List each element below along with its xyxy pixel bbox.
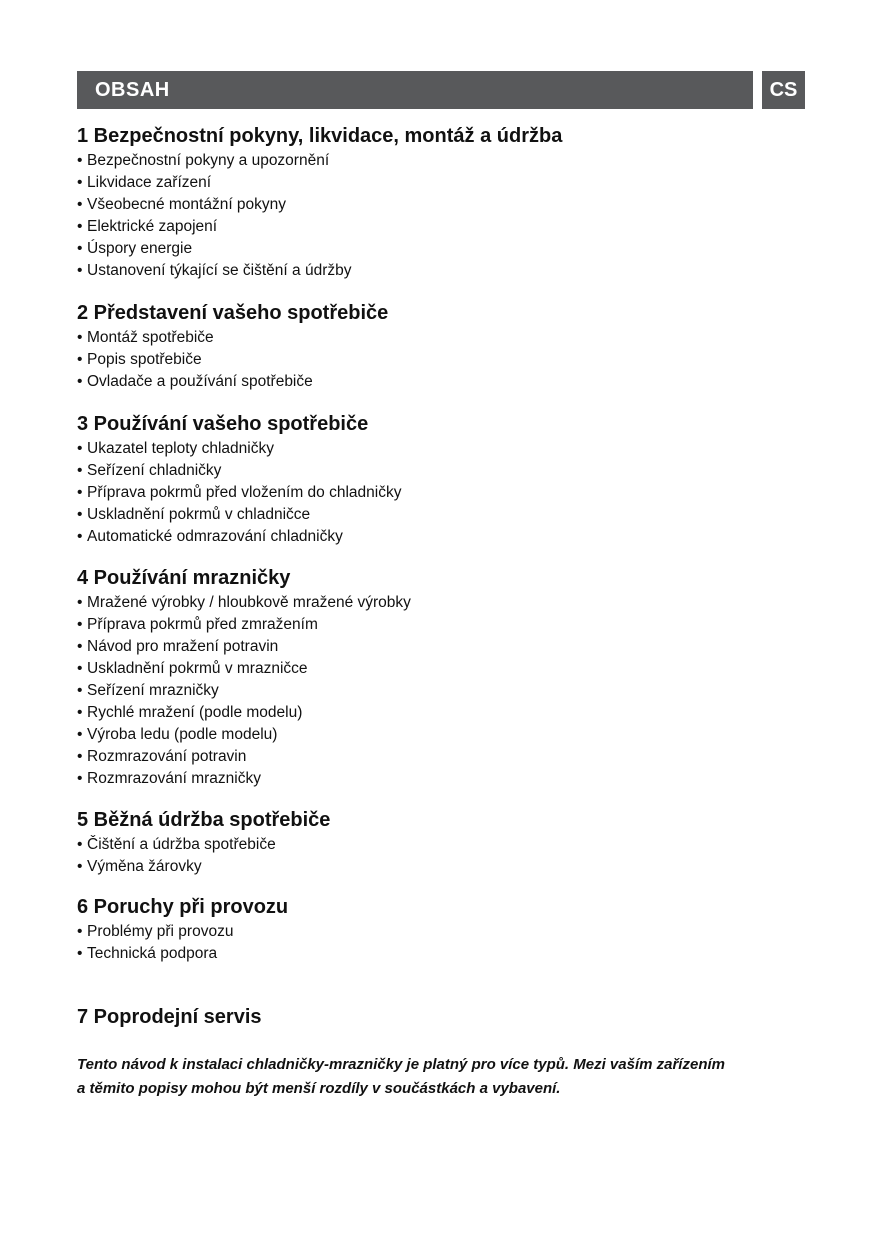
language-label: CS [769, 78, 798, 101]
list-item-label: Elektrické zapojení [87, 218, 218, 235]
list-item-label: Montáž spotřebiče [87, 329, 214, 346]
note-line-2: a těmito popisy mohou být menší rozdíly v součástkách a vybavení. [77, 1080, 561, 1097]
list-item [77, 327, 807, 349]
list-item [77, 592, 807, 614]
bullet: • [77, 660, 83, 677]
section-7 [77, 1003, 807, 1031]
list-item-label: Čištění a údržba spotřebiče [87, 836, 276, 853]
list-item [77, 216, 807, 238]
section-title: 2 Představení vašeho spotřebiče [77, 302, 389, 324]
list-item-label: Uskladnění pokrmů v mrazničce [87, 660, 308, 677]
list-item-label: Automatické odmrazování chladničky [87, 528, 343, 545]
list-item-label: Příprava pokrmů před vložením do chladničky [87, 484, 402, 501]
bullet: • [77, 329, 83, 346]
bullet: • [77, 858, 83, 875]
bullet: • [77, 152, 83, 169]
table-of-contents [77, 122, 807, 1101]
bullet: • [77, 196, 83, 213]
list-item [77, 943, 807, 965]
section-2 [77, 299, 807, 393]
section-4 [77, 564, 807, 790]
bullet: • [77, 506, 83, 523]
bullet: • [77, 682, 83, 699]
list-item-label: Rozmrazování mrazničky [87, 770, 261, 787]
list-item [77, 349, 807, 371]
list-item-label: Bezpečnostní pokyny a upozornění [87, 152, 330, 169]
section-title: 5 Běžná údržba spotřebiče [77, 809, 331, 831]
bullet: • [77, 594, 83, 611]
list-item [77, 504, 807, 526]
bullet: • [77, 616, 83, 633]
list-item [77, 238, 807, 260]
bullet: • [77, 726, 83, 743]
bullet: • [77, 440, 83, 457]
section-items [77, 438, 807, 548]
list-item [77, 614, 807, 636]
bullet: • [77, 748, 83, 765]
list-item-label: Výroba ledu (podle modelu) [87, 726, 278, 743]
bullet: • [77, 373, 83, 390]
list-item [77, 260, 807, 282]
section-title: 3 Používání vašeho spotřebiče [77, 413, 369, 435]
list-item [77, 680, 807, 702]
list-item [77, 724, 807, 746]
list-item-label: Rozmrazování potravin [87, 748, 247, 765]
list-item [77, 636, 807, 658]
bullet: • [77, 528, 83, 545]
list-item [77, 172, 807, 194]
section-items [77, 592, 807, 790]
section-5 [77, 806, 807, 878]
section-items [77, 921, 807, 965]
bullet: • [77, 638, 83, 655]
list-item-label: Výměna žárovky [87, 858, 202, 875]
section-items [77, 834, 807, 878]
bullet: • [77, 351, 83, 368]
list-item [77, 921, 807, 943]
bullet: • [77, 484, 83, 501]
section-title: 7 Poprodejní servis [77, 1006, 262, 1028]
list-item [77, 438, 807, 460]
section-6 [77, 893, 807, 965]
list-item-label: Všeobecné montážní pokyny [87, 196, 287, 213]
bullet: • [77, 770, 83, 787]
list-item-label: Popis spotřebiče [87, 351, 202, 368]
bullet: • [77, 945, 83, 962]
bullet: • [77, 462, 83, 479]
section-items [77, 327, 807, 393]
list-item [77, 702, 807, 724]
list-item-label: Úspory energie [87, 240, 193, 257]
list-item-label: Ustanovení týkající se čištění a údržby [87, 262, 352, 279]
list-item-label: Problémy při provozu [87, 923, 234, 940]
section-title: 1 Bezpečnostní pokyny, likvidace, montáž a údržba [77, 125, 563, 147]
list-item-label: Ovladače a používání spotřebiče [87, 373, 313, 390]
language-badge [762, 71, 805, 109]
list-item [77, 768, 807, 790]
header-bar [77, 71, 753, 109]
list-item [77, 526, 807, 548]
list-item-label: Seřízení mrazničky [87, 682, 219, 699]
bullet: • [77, 704, 83, 721]
disclaimer-note [77, 1053, 807, 1101]
list-item [77, 746, 807, 768]
list-item [77, 150, 807, 172]
bullet: • [77, 218, 83, 235]
list-item-label: Uskladnění pokrmů v chladničce [87, 506, 311, 523]
list-item [77, 856, 807, 878]
section-3 [77, 410, 807, 548]
note-line-1: Tento návod k instalaci chladničky-mrazničky je platný pro více typů. Mezi vaším zařízením [77, 1056, 725, 1073]
list-item-label: Mražené výrobky / hloubkově mražené výrobky [87, 594, 411, 611]
list-item [77, 194, 807, 216]
bullet: • [77, 240, 83, 257]
bullet: • [77, 174, 83, 191]
list-item-label: Rychlé mražení (podle modelu) [87, 704, 303, 721]
section-1 [77, 122, 807, 282]
list-item-label: Ukazatel teploty chladničky [87, 440, 274, 457]
list-item-label: Technická podpora [87, 945, 218, 962]
bullet: • [77, 262, 83, 279]
list-item [77, 460, 807, 482]
page-title: OBSAH [95, 78, 170, 101]
list-item [77, 482, 807, 504]
list-item-label: Návod pro mražení potravin [87, 638, 279, 655]
list-item [77, 371, 807, 393]
section-title: 6 Poruchy při provozu [77, 896, 289, 918]
list-item-label: Seřízení chladničky [87, 462, 222, 479]
list-item [77, 834, 807, 856]
list-item-label: Příprava pokrmů před zmražením [87, 616, 318, 633]
bullet: • [77, 923, 83, 940]
list-item-label: Likvidace zařízení [87, 174, 212, 191]
list-item [77, 658, 807, 680]
section-title: 4 Používání mrazničky [77, 567, 291, 589]
section-items [77, 150, 807, 282]
bullet: • [77, 836, 83, 853]
